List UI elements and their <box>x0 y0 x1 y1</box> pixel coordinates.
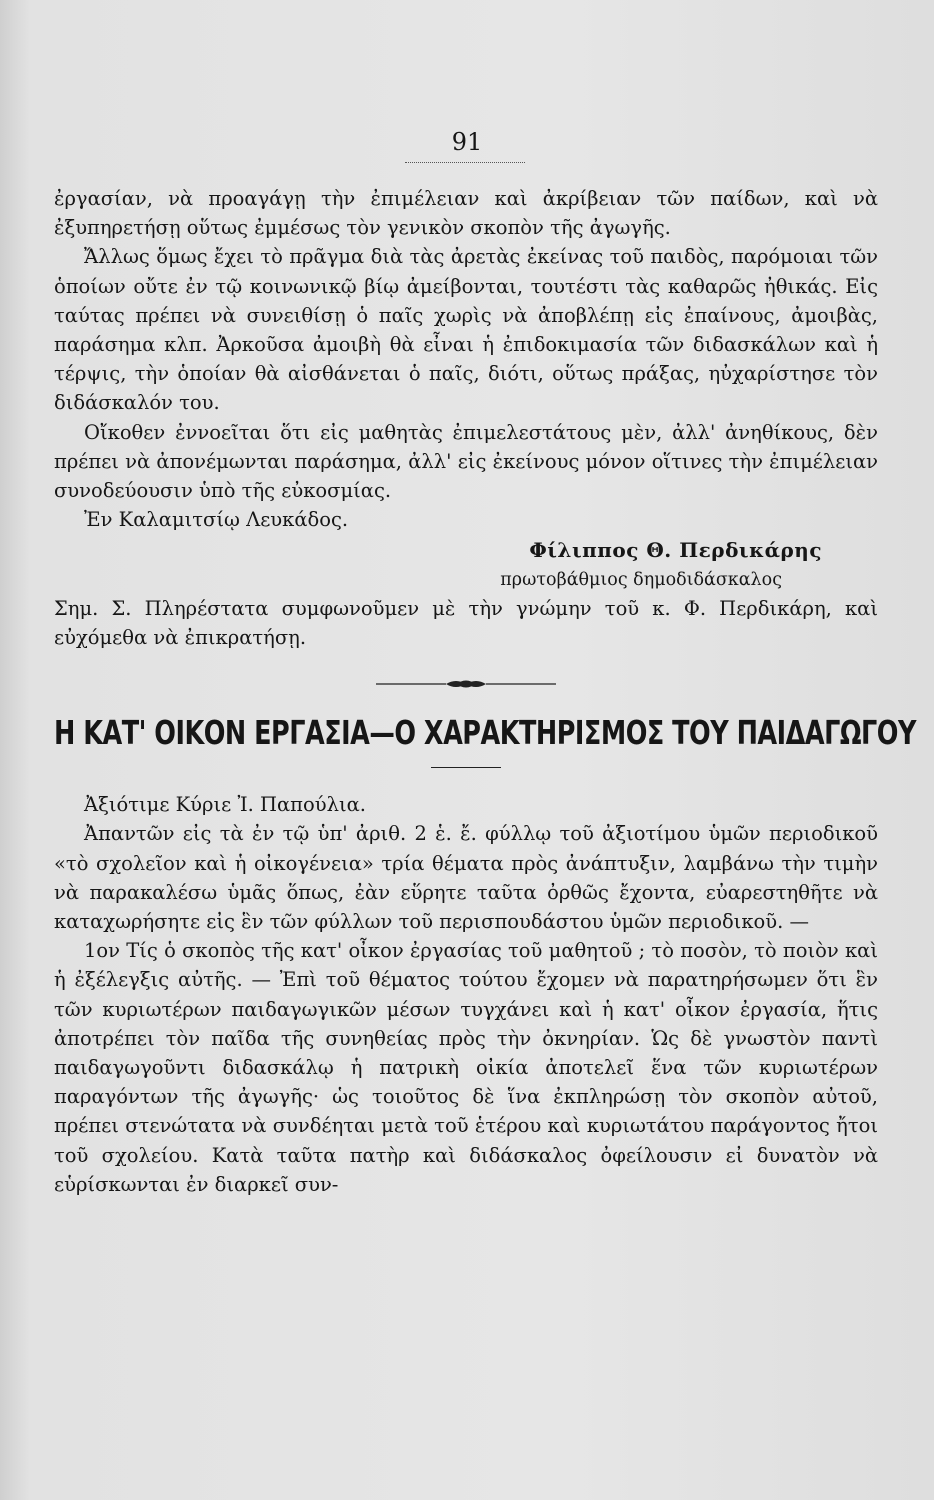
paragraph: 1ον Τίς ὁ σκοπὸς τῆς κατ' οἶκον ἐργασίας τοῦ μαθητοῦ ; τὸ ποσὸν, τὸ ποιὸν καὶ ἡ ἐξέλεγξις αὐτῆς. — Ἐπὶ τοῦ θέματος τούτου ἔχομεν νὰ παρατηρήσωμεν ὅτι ἓν τῶν κυριωτέρων παιδαγωγικῶν μέσων τυγχάνει καὶ ἡ κατ' οἶκον ἐργασία, ἥτις ἀποτρέπει τὸν παῖδα τῆς συνηθείας πρὸς τὴν ὀκνηρίαν. Ὡς δὲ γνωστὸν παντὶ παιδαγωγοῦντι διδασκάλῳ ἡ πατρικὴ οἰκία ἀποτελεῖ ἕνα τῶν κυριωτέρων παραγόντων τῆς ἀγωγῆς· ὡς τοιοῦτος δὲ ἵνα ἐκπληρώσῃ τὸν σκοπὸν αὐτοῦ, πρέπει στενώτατα νὰ συνδέηται μετὰ τοῦ ἑτέρου καὶ κυριωτάτου παράγοντος ἤτοι τοῦ σχολείου. Κατὰ ταῦτα πατὴρ καὶ διδάσκαλος ὀφείλουσιν εἰ δυνατὸν νὰ εὑρίσκωνται ἐν διαρκεῖ συν- <box>54 939 878 1196</box>
page-number: 91 <box>451 128 483 156</box>
salutation: Ἀξιότιμε Κύριε Ἰ. Παπούλια. <box>84 793 366 817</box>
paragraph: ἐργασίαν, νὰ προαγάγῃ τὴν ἐπιμέλειαν καὶ ἀκρίβειαν τῶν παίδων, καὶ νὰ ἐξυπηρετήσῃ οὕτως ἐμμέσως τὸν γενικὸν σκοπὸν τῆς ἀγωγῆς. <box>54 187 878 240</box>
article-new <box>54 714 916 1199</box>
page-number-rule <box>405 162 525 163</box>
author-title: πρωτοβάθμιος δημοδιδάσκαλος <box>500 569 782 590</box>
ornament-divider <box>376 678 556 690</box>
paragraph: Ἄλλως ὅμως ἔχει τὸ πρᾶγμα διὰ τὰς ἀρετὰς ἐκείνας τοῦ παιδὸς, παρόμοιαι τῶν ὁποίων οὔτε ἐν τῷ κοινωνικῷ βίῳ ἀμείβονται, τουτέστι τὰς καθαρῶς ἠθικάς. Εἰς ταύτας πρέπει νὰ συνειθίσῃ ὁ παῖς χωρὶς νὰ ἀποβλέπῃ εἰς ἐπαίνους, ἀμοιβὰς, παράσημα κλπ. Ἀρκοῦσα ἀμοιβὴ θὰ εἶναι ἡ ἐπιδοκιμασία τῶν διδασκάλων καὶ ἡ τέρψις, τὴν ὁποίαν θὰ αἰσθάνεται ὁ παῖς, διότι, οὕτως πράξας, ηὐχαρίστησε τὸν διδάσκαλόν του. <box>54 245 878 415</box>
article-continuation <box>54 184 878 652</box>
page-content <box>54 184 916 1199</box>
article-heading: Η ΚΑΤ' ΟΙΚΟΝ ΕΡΓΑΣΙΑ—Ο ΧΑΡΑΚΤΗΡΙΣΜΟΣ ΤΟΥ ΠΑΙΔΑΓΩΓΟΥ <box>54 714 916 754</box>
editor-note: Σημ. Σ. Πληρέστατα συμφωνοῦμεν μὲ τὴν γνώμην τοῦ κ. Φ. Περδικάρη, καὶ εὐχόμεθα νὰ ἐπικρατήσῃ. <box>54 596 878 649</box>
author-signature: Φίλιππος Θ. Περδικάρης <box>529 538 822 563</box>
paragraph: Οἴκοθεν ἐννοεῖται ὅτι εἰς μαθητὰς ἐπιμελεστάτους μὲν, ἀλλ' ἀνηθίκους, δὲν πρέπει νὰ ἀπονέμωνται παράσημα, ἀλλ' εἰς ἐκείνους μόνον οἵτινες τὴν ἐπιμέλειαν συνοδεύουσιν ὑπὸ τῆς εὐκοσμίας. <box>54 420 878 503</box>
paragraph: Ἀπαντῶν εἰς τὰ ἐν τῷ ὑπ' ἀριθ. 2 ἑ. ἔ. φύλλῳ τοῦ ἀξιοτίμου ὑμῶν περιοδικοῦ «τὸ σχολεῖον καὶ ἡ οἰκογένεια» τρία θέματα πρὸς ἀνάπτυξιν, λαμβάνω τὴν τιμὴν νὰ παρακαλέσω ὑμᾶς ὅπως, ἐὰν εὕρητε ταῦτα ὀρθῶς ἔχοντα, εὐαρεστηθῆτε νὰ καταχωρήσητε εἰς ἓν τῶν φύλλων τοῦ περισπουδάστου ὑμῶν περιοδικοῦ. — <box>54 822 878 934</box>
dateline-place: Ἐν Καλαμιτσίῳ Λευκάδος. <box>84 508 349 532</box>
heading-rule <box>431 767 501 768</box>
